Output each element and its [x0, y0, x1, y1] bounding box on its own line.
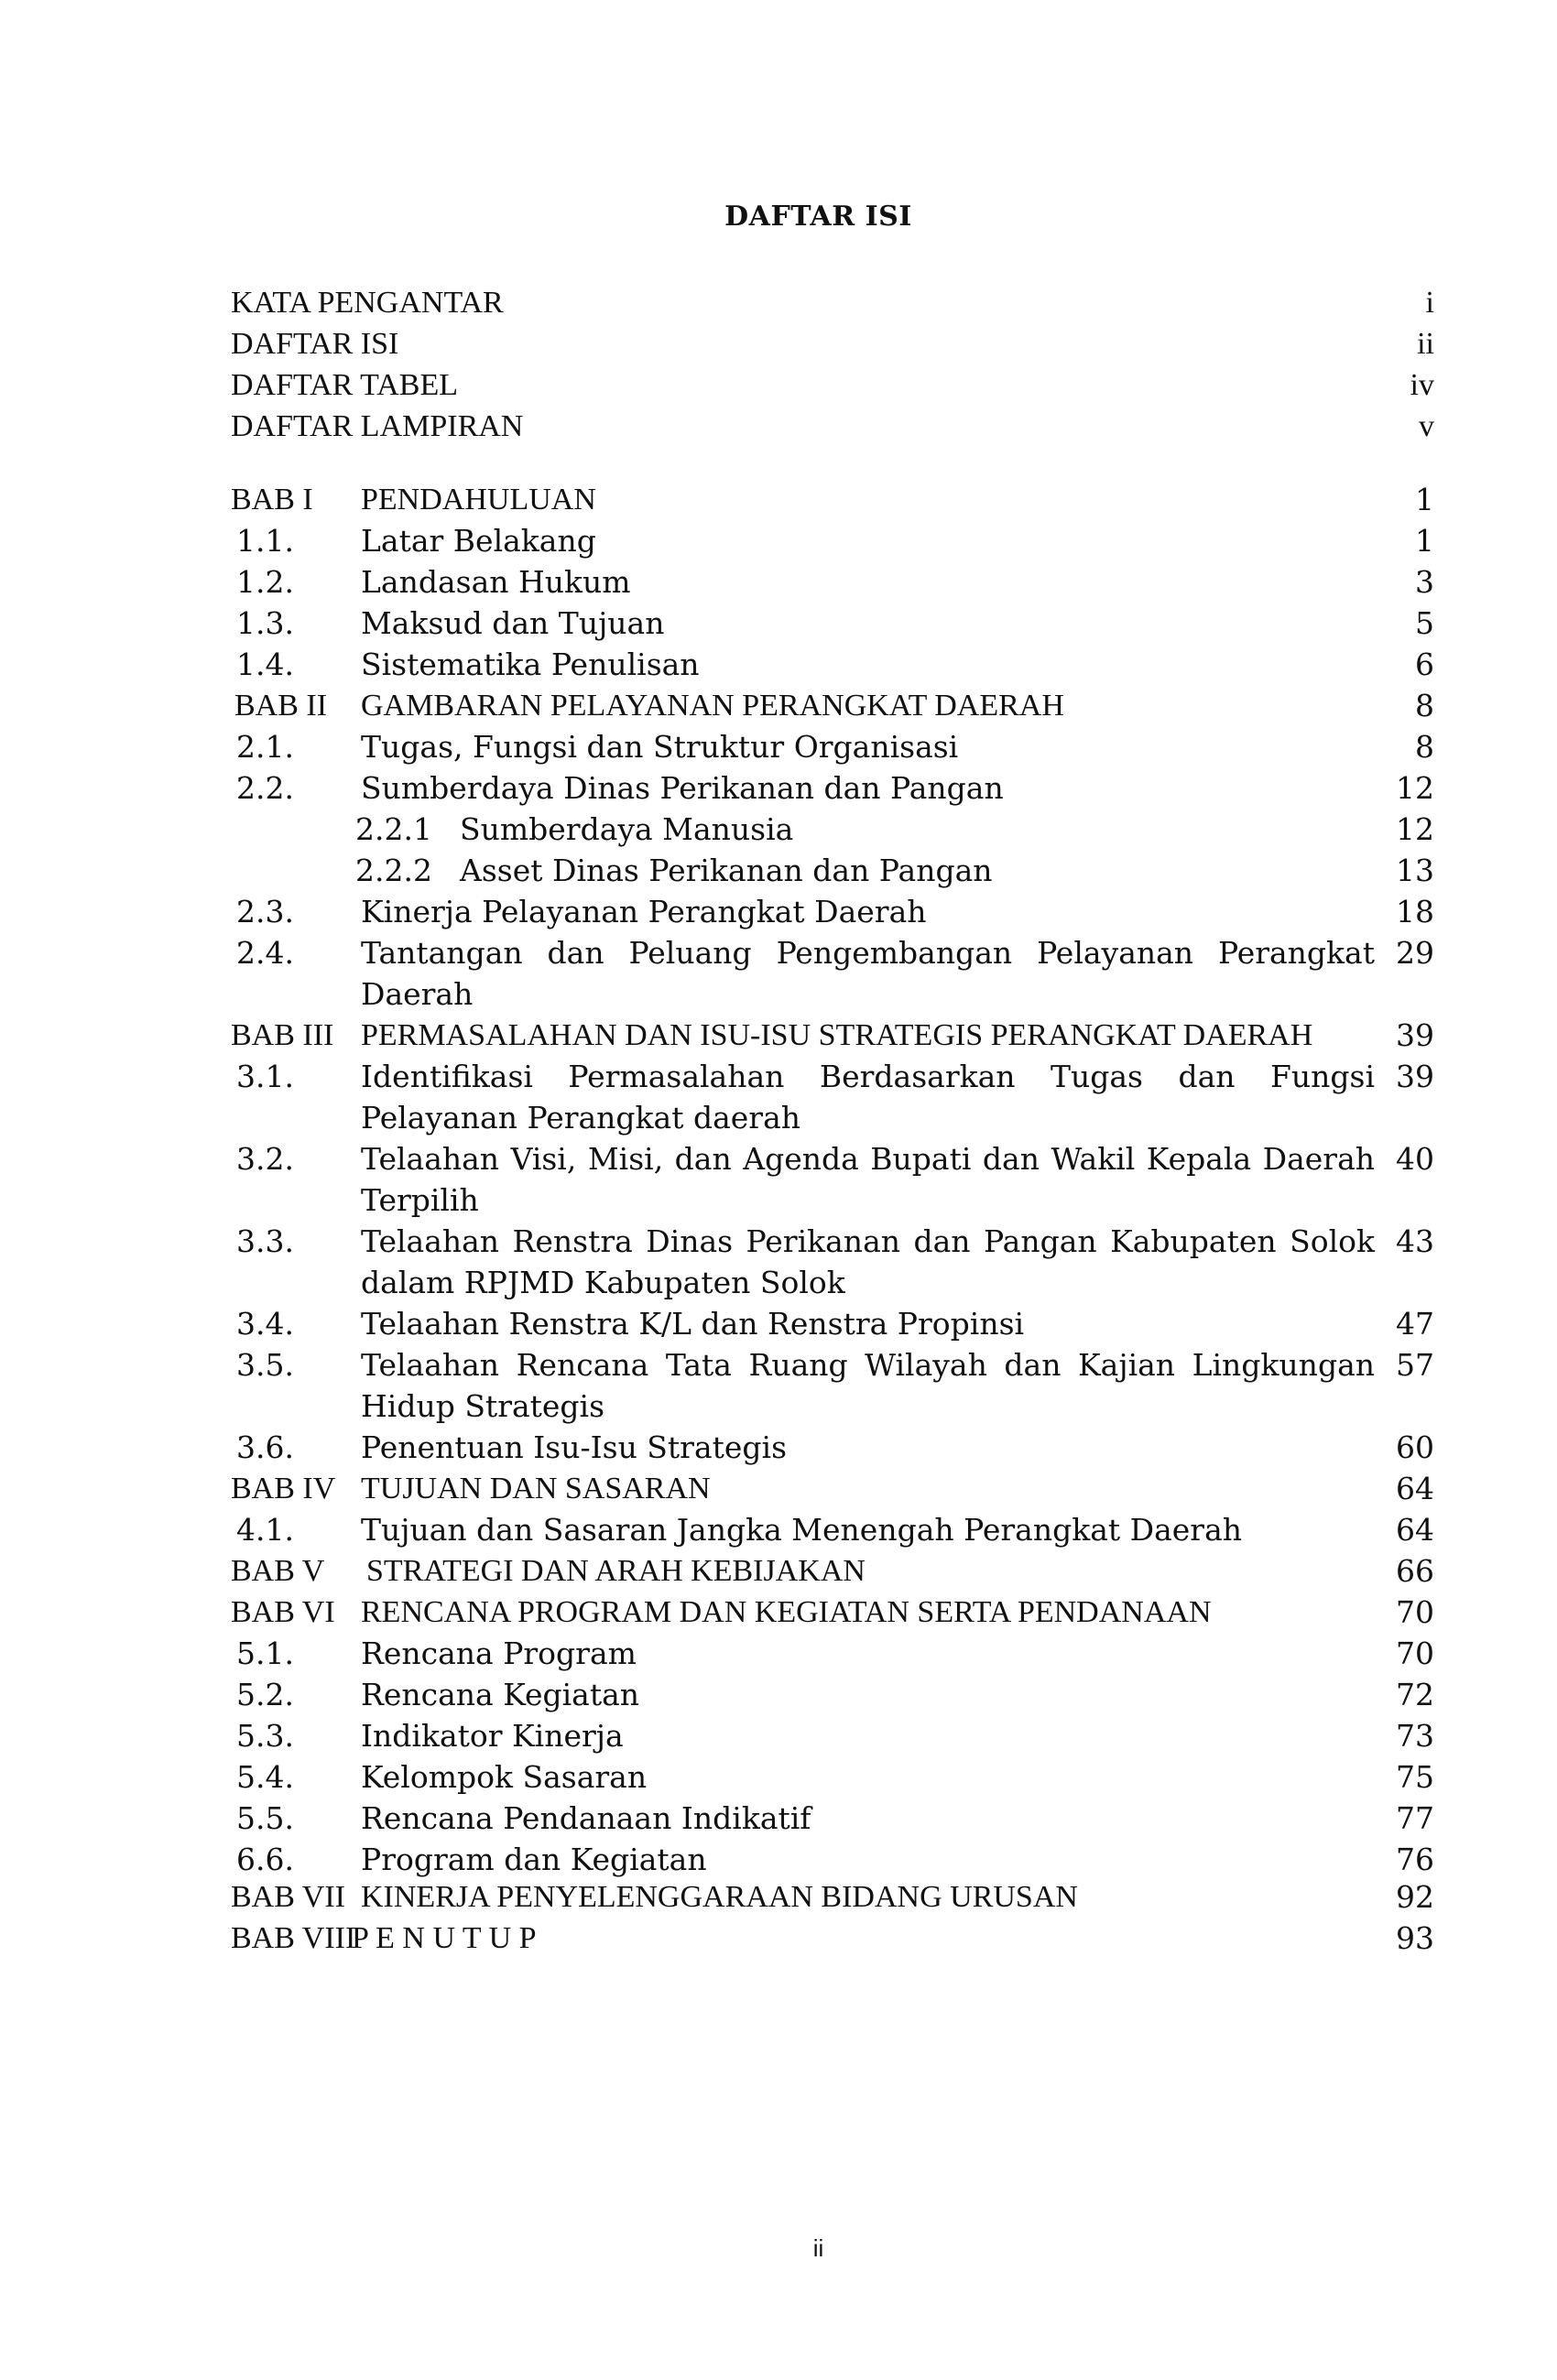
toc-entry-page: 8: [1415, 729, 1434, 765]
toc-entry-text: Latar Belakang: [361, 523, 596, 559]
toc-entry-page: 76: [1396, 1842, 1434, 1877]
toc-entry-text: Rencana Pendanaan Indikatif: [361, 1800, 811, 1836]
toc-entry-label: 3.1.: [236, 1059, 294, 1094]
toc-entry-text: Penentuan Isu-Isu Strategis: [361, 1429, 788, 1465]
toc-entry-text: Telaahan Visi, Misi, dan Agenda Bupati dan Wakil Kepala Daerah Terpilih: [361, 1141, 1375, 1218]
toc-entry-page: 72: [1396, 1677, 1434, 1712]
toc-entry-label: 5.1.: [236, 1636, 294, 1671]
toc-entry-page: 40: [1396, 1141, 1434, 1177]
toc-entry-page: 39: [1396, 1017, 1434, 1053]
toc-entry-page: 3: [1415, 564, 1434, 600]
toc-entry-page: 77: [1396, 1800, 1434, 1836]
toc-entry-label: BAB I: [231, 483, 313, 516]
toc-entry-text: Tantangan dan Peluang Pengembangan Pelayanan Perangkat Daerah: [361, 935, 1375, 1012]
toc-entry-text: Rencana Kegiatan: [361, 1677, 640, 1712]
toc-entry-text: Rencana Program: [361, 1636, 637, 1671]
toc-entry-page: 1: [1415, 523, 1434, 559]
toc-entry-label: 5.3.: [236, 1718, 294, 1754]
toc-entry-label: 5.2.: [236, 1677, 294, 1712]
toc-entry-page: 64: [1396, 1512, 1434, 1548]
toc-entry-text: Program dan Kegiatan: [361, 1842, 707, 1877]
toc-entry-label: 2.4.: [236, 935, 294, 971]
toc-entry-label: 2.2.1: [355, 811, 432, 847]
toc-entry-page: 29: [1396, 935, 1434, 971]
toc-entry-label: 2.1.: [236, 729, 294, 765]
toc-entry-text: Telaahan Renstra Dinas Perikanan dan Pangan Kabupaten Solok dalam RPJMD Kabupaten Solok: [361, 1223, 1375, 1300]
toc-entry-label: 3.5.: [236, 1347, 294, 1383]
toc-entry-text: Telaahan Rencana Tata Ruang Wilayah dan Kajian Lingkungan Hidup Strategis: [361, 1347, 1375, 1424]
toc-entry-text: P E N U T U P: [352, 1921, 537, 1955]
toc-entry-text: TUJUAN DAN SASARAN: [361, 1472, 711, 1505]
toc-entry-page: 13: [1396, 853, 1434, 888]
toc-entry-page: 66: [1396, 1553, 1434, 1589]
toc-entry-page: 18: [1396, 894, 1434, 929]
toc-entry-page: 5: [1415, 605, 1434, 641]
toc-entry-label: 2.2.: [236, 770, 294, 806]
toc-entry-page: 12: [1396, 770, 1434, 806]
toc-entry-page: 75: [1396, 1759, 1434, 1795]
toc-entry-text: RENCANA PROGRAM DAN KEGIATAN SERTA PENDANAAN: [361, 1595, 1212, 1629]
toc-entry-text: DAFTAR TABEL: [231, 368, 458, 402]
toc-entry-text: Telaahan Renstra K/L dan Renstra Propinsi: [361, 1306, 1025, 1342]
toc-entry-label: BAB V: [231, 1554, 325, 1588]
toc-entry-page: 43: [1396, 1223, 1434, 1259]
toc-entry-text: Maksud dan Tujuan: [361, 605, 665, 641]
toc-entry-page: iv: [1410, 368, 1434, 402]
toc-entry-label: BAB VI: [231, 1595, 335, 1629]
toc-entry-label: BAB II: [234, 689, 328, 723]
toc-entry-label: 2.3.: [236, 894, 294, 929]
toc-entry-label: 1.4.: [236, 647, 294, 682]
toc-entry-label: 6.6.: [236, 1842, 294, 1877]
toc-entry-label: 1.2.: [236, 564, 294, 600]
toc-entry-page: 64: [1396, 1471, 1434, 1506]
toc-entry-text: Sumberdaya Dinas Perikanan dan Pangan: [361, 770, 1004, 806]
toc-entry-label: 5.4.: [236, 1759, 294, 1795]
toc-entry-label: 5.5.: [236, 1800, 294, 1836]
toc-entry-label: 1.3.: [236, 605, 294, 641]
toc-entry-page: i: [1425, 286, 1434, 320]
toc-entry-page: 93: [1396, 1920, 1434, 1956]
toc-entry-text: Tujuan dan Sasaran Jangka Menengah Perangkat Daerah: [361, 1512, 1242, 1548]
toc-entry-text: Tugas, Fungsi dan Struktur Organisasi: [361, 729, 959, 765]
toc-entry-label: 2.2.2: [355, 853, 432, 888]
toc-entry-page: 60: [1396, 1429, 1434, 1465]
page-title: DAFTAR ISI: [724, 201, 912, 233]
toc-entry-page: 8: [1415, 688, 1434, 723]
toc-entry-label: 3.4.: [236, 1306, 294, 1342]
toc-entry-text: Sumberdaya Manusia: [460, 811, 794, 847]
toc-entry-text: Identifikasi Permasalahan Berdasarkan Tugas dan Fungsi Pelayanan Perangkat daerah: [361, 1059, 1375, 1136]
toc-entry-label: BAB VIII: [231, 1921, 356, 1955]
toc-entry-text: KINERJA PENYELENGGARAAN BIDANG URUSAN: [361, 1880, 1078, 1914]
toc-entry-label: 1.1.: [236, 523, 294, 559]
toc-entry-text: GAMBARAN PELAYANAN PERANGKAT DAERAH: [361, 689, 1064, 723]
toc-entry-text: PERMASALAHAN DAN ISU-ISU STRATEGIS PERANGKAT DAERAH: [361, 1018, 1313, 1052]
toc-entry-text: DAFTAR LAMPIRAN: [231, 409, 524, 443]
toc-entry-text: Asset Dinas Perikanan dan Pangan: [460, 853, 993, 888]
toc-entry-text: DAFTAR ISI: [231, 327, 399, 361]
toc-entry-page: 12: [1396, 811, 1434, 847]
toc-entry-page: 57: [1396, 1347, 1434, 1383]
toc-entry-label: 3.3.: [236, 1223, 294, 1259]
toc-entry-page: ii: [1417, 327, 1434, 361]
toc-entry-text: Kinerja Pelayanan Perangkat Daerah: [361, 894, 927, 929]
toc-entry-page: 47: [1396, 1306, 1434, 1342]
toc-entry-label: 3.6.: [236, 1429, 294, 1465]
toc-entry-label: BAB III: [231, 1018, 334, 1052]
toc-entry-text: Indikator Kinerja: [361, 1718, 624, 1754]
toc-entry-page: 1: [1415, 482, 1434, 517]
toc-entry-text: PENDAHULUAN: [361, 483, 596, 516]
toc-entry-page: 70: [1396, 1636, 1434, 1671]
toc-entry-label: 4.1.: [236, 1512, 294, 1548]
toc-entry-text: STRATEGI DAN ARAH KEBIJAKAN: [366, 1554, 866, 1588]
toc-entry-page: v: [1419, 409, 1434, 443]
toc-entry-text: Sistematika Penulisan: [361, 647, 700, 682]
toc-entry-page: 6: [1415, 647, 1434, 682]
toc-entry-text: Landasan Hukum: [361, 564, 631, 600]
toc-entry-label: BAB IV: [231, 1472, 336, 1505]
toc-entry-page: 39: [1396, 1059, 1434, 1094]
toc-entry-text: Kelompok Sasaran: [361, 1759, 648, 1795]
toc-entry-label: BAB VII: [231, 1880, 345, 1914]
toc-entry-page: 92: [1396, 1879, 1434, 1915]
toc-entry-label: 3.2.: [236, 1141, 294, 1177]
toc-entry-page: 70: [1396, 1594, 1434, 1630]
toc-entry-text: KATA PENGANTAR: [231, 286, 504, 320]
page-number: ii: [812, 2234, 824, 2262]
toc-entry-page: 73: [1396, 1718, 1434, 1754]
